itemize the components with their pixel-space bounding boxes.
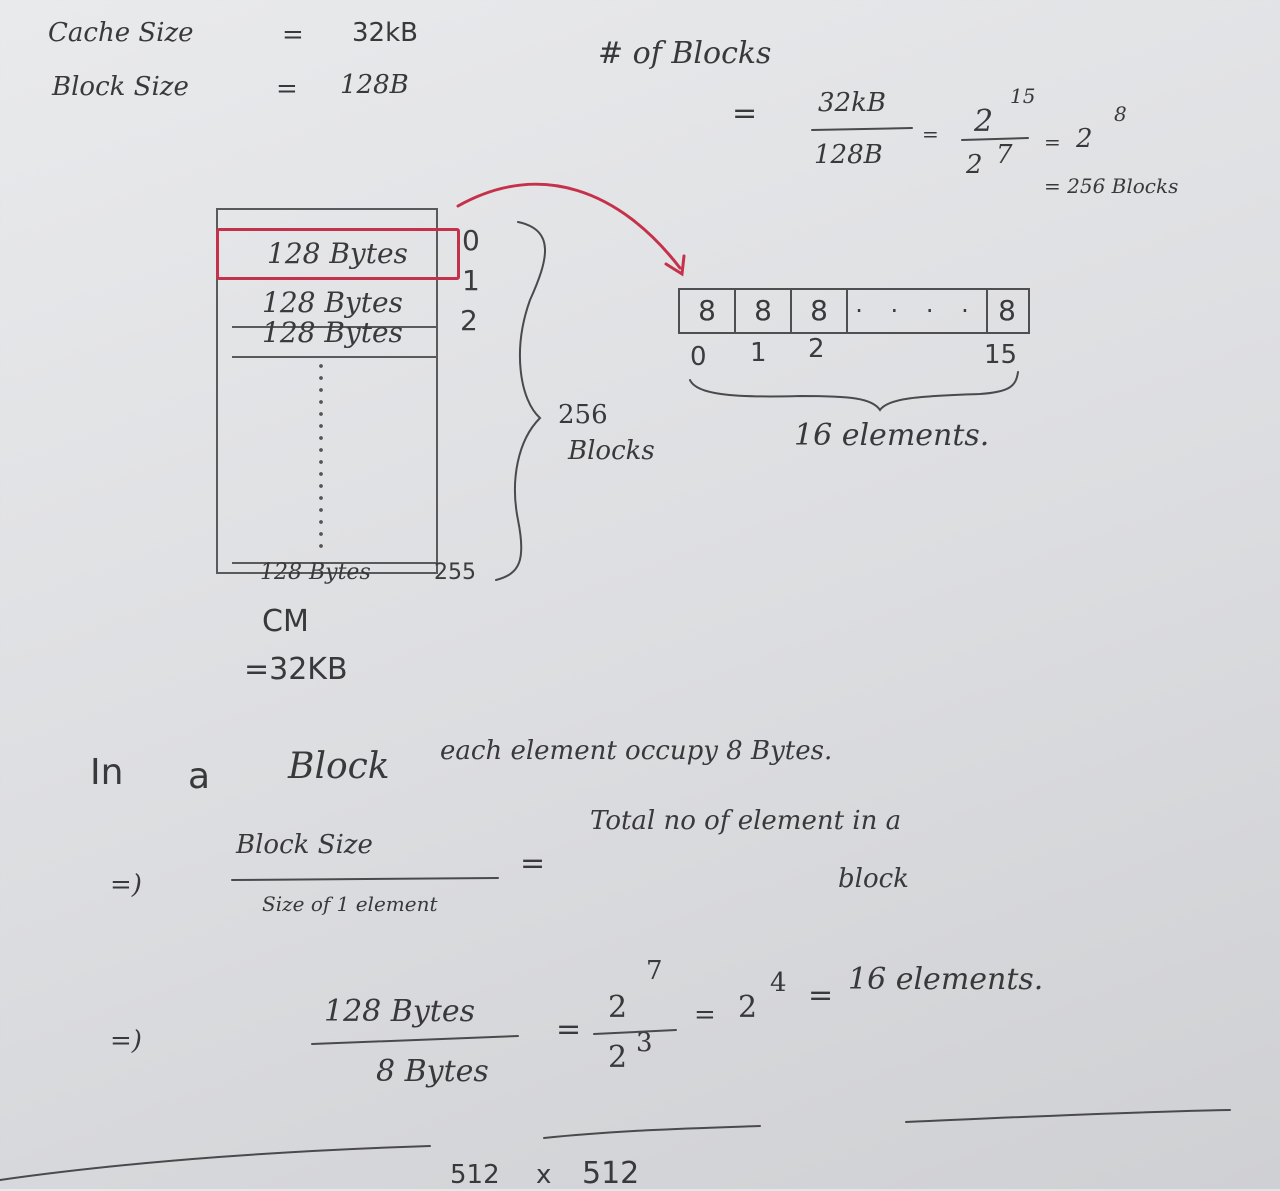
fraction-bar: [232, 878, 498, 880]
array-cell: 8: [792, 290, 848, 332]
formula2-equals-2: =: [694, 1000, 716, 1030]
formula2-result: 16 elements.: [848, 962, 1044, 997]
formula2-pow-num: 2: [608, 990, 628, 1025]
num-blocks-numerator: 32kB: [818, 88, 886, 118]
bottom-rule: [0, 1146, 430, 1180]
fraction-bar: [962, 138, 1028, 140]
num-blocks-title: # of Blocks: [598, 36, 772, 71]
implies-arrow: =): [110, 1026, 142, 1056]
footer-partial-left: 512: [450, 1160, 500, 1190]
formula2-denominator: 8 Bytes: [376, 1054, 489, 1089]
explanation-rest: each element occupy 8 Bytes.: [440, 736, 833, 766]
block-size-value: 128B: [340, 70, 409, 100]
explanation-word-block: Block: [288, 746, 390, 787]
cache-block-label: 128 Bytes: [262, 286, 403, 319]
formula1-denominator: Size of 1 element: [262, 892, 438, 916]
cache-size-equals: =: [282, 20, 304, 50]
cache-block-label: 128 Bytes: [267, 237, 408, 270]
formula1-rhs-line1: Total no of element in a: [590, 806, 902, 836]
elements-count: 16 elements.: [794, 418, 990, 453]
result-blocks: = 256 Blocks: [1044, 174, 1179, 198]
cache-block-index: 0: [462, 224, 480, 257]
footer-partial-right: 512: [582, 1156, 640, 1191]
formula2-pow-den: 2: [608, 1040, 628, 1075]
formula2-numerator: 128 Bytes: [324, 994, 475, 1029]
result-exp: 8: [1114, 102, 1127, 126]
cache-block-index: 1: [462, 264, 480, 297]
bottom-rule: [906, 1110, 1230, 1122]
mapping-arrowhead: [666, 256, 684, 274]
blocks-count: 256: [558, 400, 608, 430]
brace-under-array: [690, 372, 1018, 410]
fraction-bar: [312, 1036, 518, 1044]
cm-label: CM: [262, 604, 309, 639]
num-blocks-denominator: 128B: [814, 140, 883, 170]
fraction-bar: [594, 1030, 676, 1034]
array-cell: 8: [736, 290, 792, 332]
cache-block-label: 128 Bytes: [260, 560, 371, 585]
mapping-arrow: [458, 184, 680, 268]
cache-size-label: Cache Size: [48, 18, 194, 48]
formula1-rhs-line2: block: [838, 864, 909, 894]
formula2-equals: =: [556, 1012, 582, 1047]
cache-block-index-last: 255: [434, 560, 476, 585]
pow-num-base: 2: [974, 104, 994, 139]
formula2-equals-3: =: [808, 978, 834, 1013]
num-blocks-equals: =: [732, 96, 758, 131]
formula2-res-exp: 4: [770, 968, 787, 998]
fraction-bar: [812, 128, 912, 130]
implies-arrow: =): [110, 870, 142, 900]
cache-block-index: 2: [460, 304, 478, 337]
blocks-unit: Blocks: [568, 436, 655, 466]
block-size-label: Block Size: [52, 72, 189, 102]
footer-partial-x: x: [536, 1160, 552, 1190]
block-size-equals: =: [276, 74, 298, 104]
array-ellipsis: · · · ·: [855, 297, 979, 325]
array-index: 2: [808, 334, 825, 364]
num-blocks-equals-3: =: [1044, 130, 1061, 154]
explanation-word-in: In: [90, 752, 124, 793]
num-blocks-equals-2: =: [922, 122, 939, 146]
bottom-rule: [544, 1126, 760, 1138]
explanation-word-a: a: [188, 756, 211, 797]
pow-den-exp: 7: [996, 140, 1013, 170]
array-index: 0: [690, 342, 707, 372]
cm-size: =32KB: [244, 652, 348, 687]
formula1-numerator: Block Size: [236, 830, 373, 860]
formula2-pow-den-exp: 3: [636, 1028, 653, 1058]
brace-right: [496, 222, 545, 580]
formula1-equals: =: [520, 846, 546, 881]
formula2-res-base: 2: [738, 990, 758, 1025]
cache-block-label: 128 Bytes: [262, 316, 403, 349]
formula2-pow-num-exp: 7: [646, 956, 663, 986]
pow-den-base: 2: [966, 150, 983, 180]
pow-num-exp: 15: [1010, 84, 1036, 108]
array-cell: 8: [680, 290, 736, 332]
array-index-last: 15: [984, 340, 1018, 370]
array-cell-last: 8: [986, 290, 1026, 332]
result-base: 2: [1076, 124, 1093, 154]
cache-size-value: 32kB: [352, 18, 418, 48]
array-index: 1: [750, 338, 767, 368]
